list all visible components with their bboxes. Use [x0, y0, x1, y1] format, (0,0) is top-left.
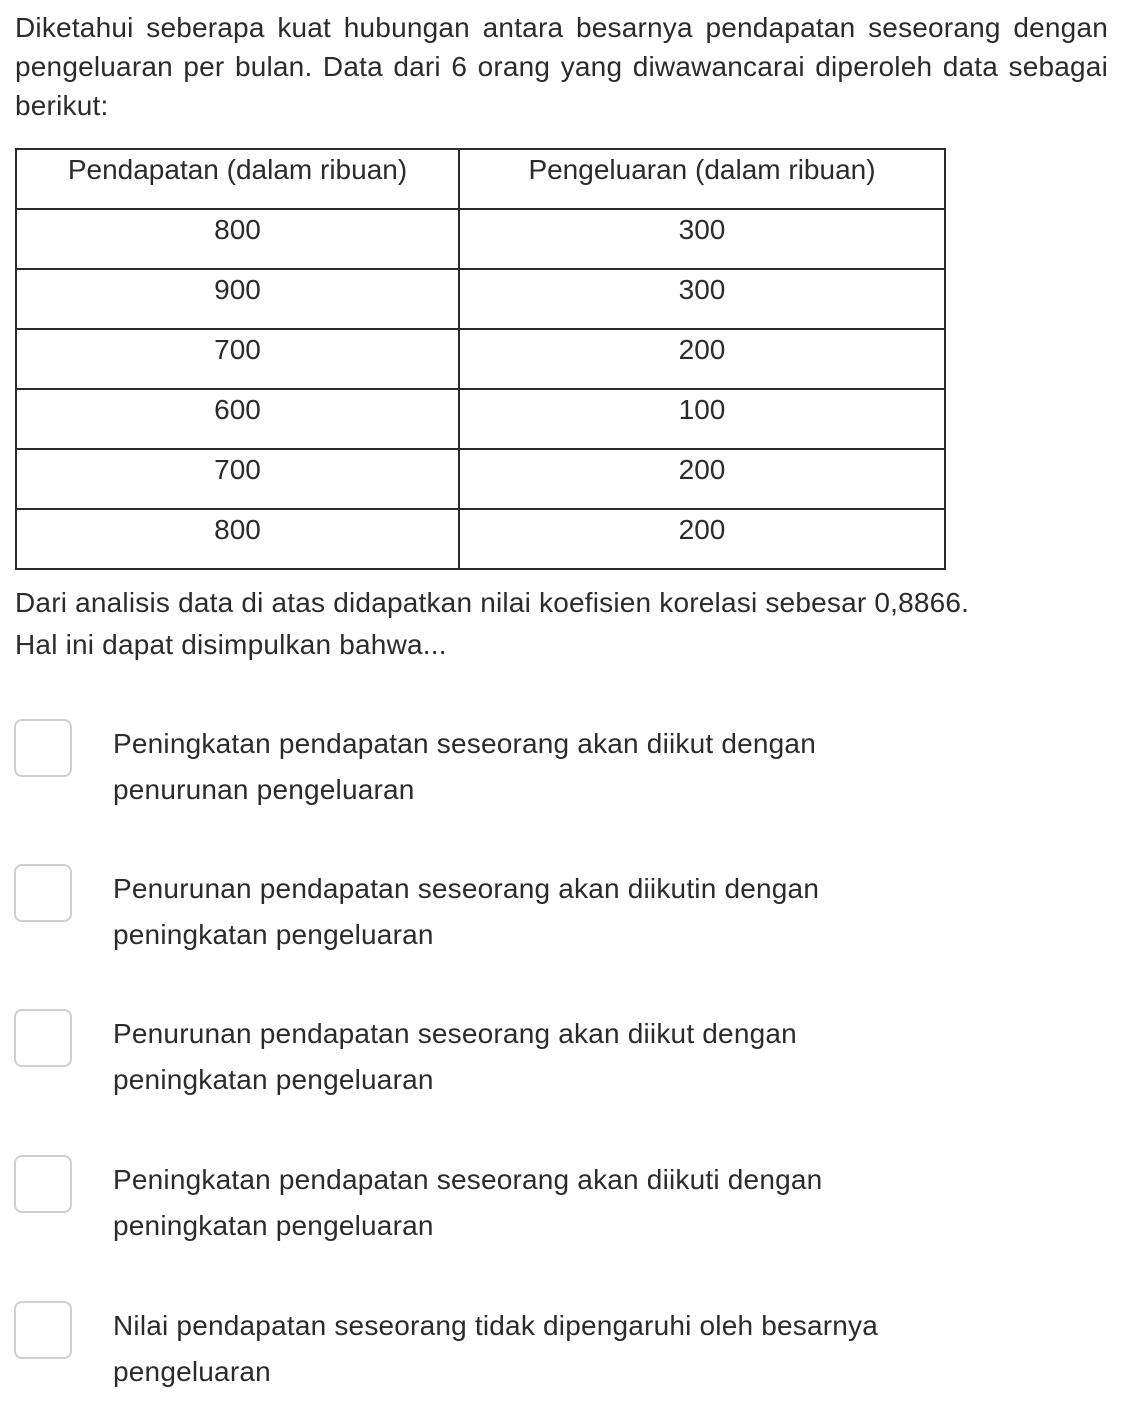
- question-intro: Diketahui seberapa kuat hubungan antara besarnya pendapatan seseorang dengan pengeluaran per bulan. Data dari 6 orang yang diwawancarai diperoleh data sebagai berikut:: [15, 12, 1108, 121]
- checkbox[interactable]: [14, 1009, 72, 1067]
- table-row: [16, 269, 945, 329]
- question-line: Dari analisis data di atas didapatkan nilai koefisien korelasi sebesar 0,8866.: [15, 587, 970, 618]
- expense-cell: 300: [459, 209, 945, 269]
- checkbox[interactable]: [14, 719, 72, 777]
- income-cell: 800: [16, 509, 459, 569]
- income-cell: 700: [16, 449, 459, 509]
- table-header-row: [16, 149, 945, 209]
- table-row: [16, 389, 945, 449]
- answer-option-4[interactable]: [0, 1155, 1127, 1255]
- table-row: [16, 449, 945, 509]
- answer-option-2[interactable]: [0, 864, 1127, 964]
- data-table: [15, 148, 946, 570]
- expense-cell: 300: [459, 269, 945, 329]
- column-header-income: Pendapatan (dalam ribuan): [16, 149, 459, 209]
- expense-cell: 200: [459, 329, 945, 389]
- table-row: [16, 509, 945, 569]
- answer-option-5[interactable]: [0, 1301, 1127, 1401]
- table-row: [16, 209, 945, 269]
- option-label: Peningkatan pendapatan seseorang akan diikut dengan penurunan pengeluaran: [113, 728, 816, 805]
- expense-cell: 100: [459, 389, 945, 449]
- income-cell: 900: [16, 269, 459, 329]
- checkbox[interactable]: [14, 864, 72, 922]
- checkbox[interactable]: [14, 1155, 72, 1213]
- income-cell: 800: [16, 209, 459, 269]
- checkbox[interactable]: [14, 1301, 72, 1359]
- income-cell: 700: [16, 329, 459, 389]
- answer-option-3[interactable]: [0, 1009, 1127, 1109]
- income-cell: 600: [16, 389, 459, 449]
- question-line: Hal ini dapat disimpulkan bahwa...: [15, 629, 447, 660]
- table-row: [16, 329, 945, 389]
- answer-option-1[interactable]: [0, 719, 1127, 819]
- question-prompt: [15, 582, 1115, 666]
- expense-cell: 200: [459, 449, 945, 509]
- column-header-expense: Pengeluaran (dalam ribuan): [459, 149, 945, 209]
- option-label: Nilai pendapatan seseorang tidak dipengaruhi oleh besarnya pengeluaran: [113, 1310, 879, 1387]
- option-label: Penurunan pendapatan seseorang akan diikutin dengan peningkatan pengeluaran: [113, 873, 820, 950]
- expense-cell: 200: [459, 509, 945, 569]
- option-label: Peningkatan pendapatan seseorang akan diikuti dengan peningkatan pengeluaran: [113, 1164, 823, 1241]
- option-label: Penurunan pendapatan seseorang akan diikut dengan peningkatan pengeluaran: [113, 1018, 797, 1095]
